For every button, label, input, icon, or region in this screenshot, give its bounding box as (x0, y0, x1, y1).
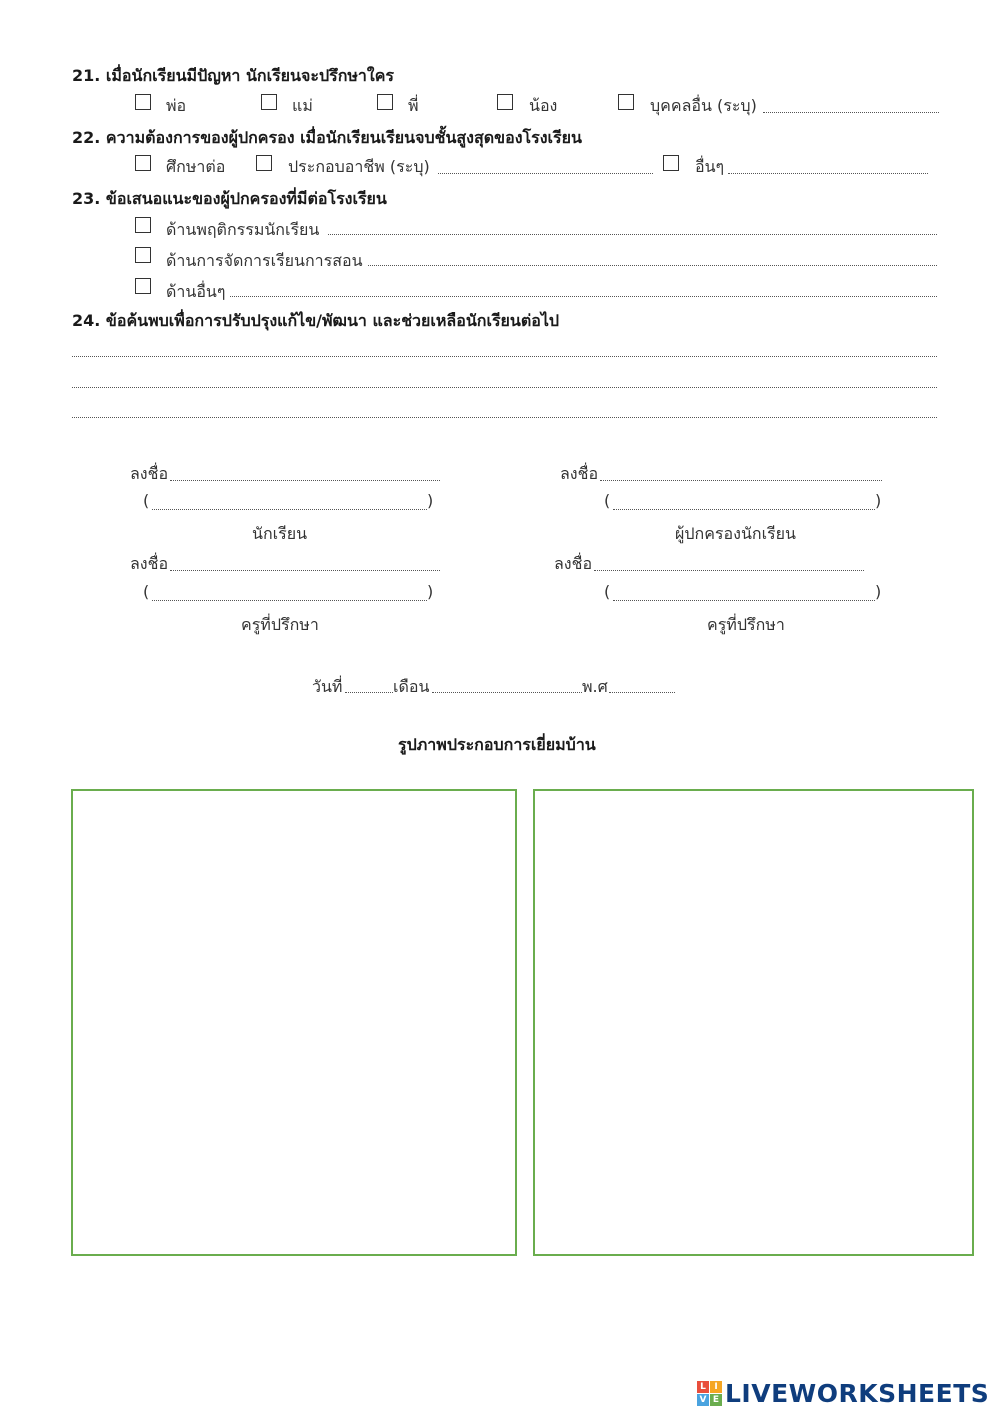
parent-role-label: ผู้ปกครองนักเรียน (675, 524, 796, 543)
open-paren: ( (143, 491, 150, 510)
student-name-field[interactable] (152, 509, 427, 510)
option-older-sibling: พี่ (408, 96, 419, 115)
student-signature-field[interactable] (170, 480, 440, 481)
student-role-label: นักเรียน (252, 524, 307, 543)
checkbox-other-aspect[interactable] (135, 278, 151, 294)
option-mother: แม่ (292, 96, 313, 115)
sign-label-advisor-left: ลงชื่อ (130, 554, 169, 573)
option-other-person: บุคคลอื่น (ระบุ) (650, 96, 757, 115)
option-younger-sibling: น้อง (529, 96, 558, 115)
close-paren: ) (875, 582, 882, 601)
option-other-aspect: ด้านอื่นๆ (166, 282, 226, 301)
advisor-right-role-label: ครูที่ปรึกษา (707, 615, 785, 634)
checkbox-other-person[interactable] (618, 94, 634, 110)
checkbox-father[interactable] (135, 94, 151, 110)
option-other-need: อื่นๆ (695, 157, 725, 176)
logo-text: LIVEWORKSHEETS (725, 1379, 990, 1408)
checkbox-other-need[interactable] (663, 155, 679, 171)
close-paren: ) (875, 491, 882, 510)
checkbox-mother[interactable] (261, 94, 277, 110)
photo-box-left[interactable] (71, 789, 517, 1256)
liveworksheets-logo (697, 1379, 989, 1408)
photo-section-title: รูปภาพประกอบการเยี่ยมบ้าน (398, 735, 596, 754)
teaching-field[interactable] (368, 265, 937, 266)
checkbox-older-sibling[interactable] (377, 94, 393, 110)
checkbox-younger-sibling[interactable] (497, 94, 513, 110)
sign-label-parent: ลงชื่อ (560, 464, 599, 483)
other-need-field[interactable] (728, 173, 928, 174)
date-month-label: เดือน (393, 677, 430, 696)
question-21: 21. เมื่อนักเรียนมีปัญหา นักเรียนจะปรึกษาใคร (72, 66, 395, 85)
option-occupation: ประกอบอาชีพ (ระบุ) (288, 157, 430, 176)
sign-label-student: ลงชื่อ (130, 464, 169, 483)
checkbox-teaching[interactable] (135, 247, 151, 263)
other-aspect-field[interactable] (230, 296, 937, 297)
advisor-left-signature-field[interactable] (170, 570, 440, 571)
student-behavior-field[interactable] (328, 234, 937, 235)
option-teaching: ด้านการจัดการเรียนการสอน (166, 251, 363, 270)
date-year-field[interactable] (609, 692, 675, 693)
question-22: 22. ความต้องการของผู้ปกครอง เมื่อนักเรียนเรียนจบชั้นสูงสุดของโรงเรียน (72, 128, 582, 147)
findings-line-1[interactable] (72, 356, 937, 357)
date-day-label: วันที่ (312, 677, 343, 696)
option-student-behavior: ด้านพฤติกรรมนักเรียน (166, 220, 320, 239)
open-paren: ( (604, 582, 611, 601)
photo-box-right[interactable] (533, 789, 974, 1256)
advisor-right-name-field[interactable] (613, 600, 875, 601)
question-23: 23. ข้อเสนอแนะของผู้ปกครองที่มีต่อโรงเรียน (72, 189, 387, 208)
other-person-field[interactable] (763, 112, 939, 113)
advisor-left-role-label: ครูที่ปรึกษา (241, 615, 319, 634)
checkbox-further-study[interactable] (135, 155, 151, 171)
date-month-field[interactable] (432, 692, 582, 693)
option-further-study: ศึกษาต่อ (166, 157, 226, 176)
advisor-left-name-field[interactable] (152, 600, 427, 601)
close-paren: ) (427, 491, 434, 510)
open-paren: ( (604, 491, 611, 510)
question-24: 24. ข้อค้นพบเพื่อการปรับปรุงแก้ไข/พัฒนา และช่วยเหลือนักเรียนต่อไป (72, 311, 560, 330)
date-year-label: พ.ศ (582, 677, 608, 696)
sign-label-advisor-right: ลงชื่อ (554, 554, 593, 573)
open-paren: ( (143, 582, 150, 601)
checkbox-student-behavior[interactable] (135, 217, 151, 233)
date-day-field[interactable] (345, 692, 393, 693)
parent-signature-field[interactable] (600, 480, 882, 481)
logo-badge-icon: L I V E (697, 1381, 722, 1406)
checkbox-occupation[interactable] (256, 155, 272, 171)
option-father: พ่อ (166, 96, 187, 115)
advisor-right-signature-field[interactable] (594, 570, 864, 571)
occupation-field[interactable] (438, 173, 653, 174)
parent-name-field[interactable] (613, 509, 875, 510)
findings-line-3[interactable] (72, 417, 937, 418)
close-paren: ) (427, 582, 434, 601)
findings-line-2[interactable] (72, 387, 937, 388)
